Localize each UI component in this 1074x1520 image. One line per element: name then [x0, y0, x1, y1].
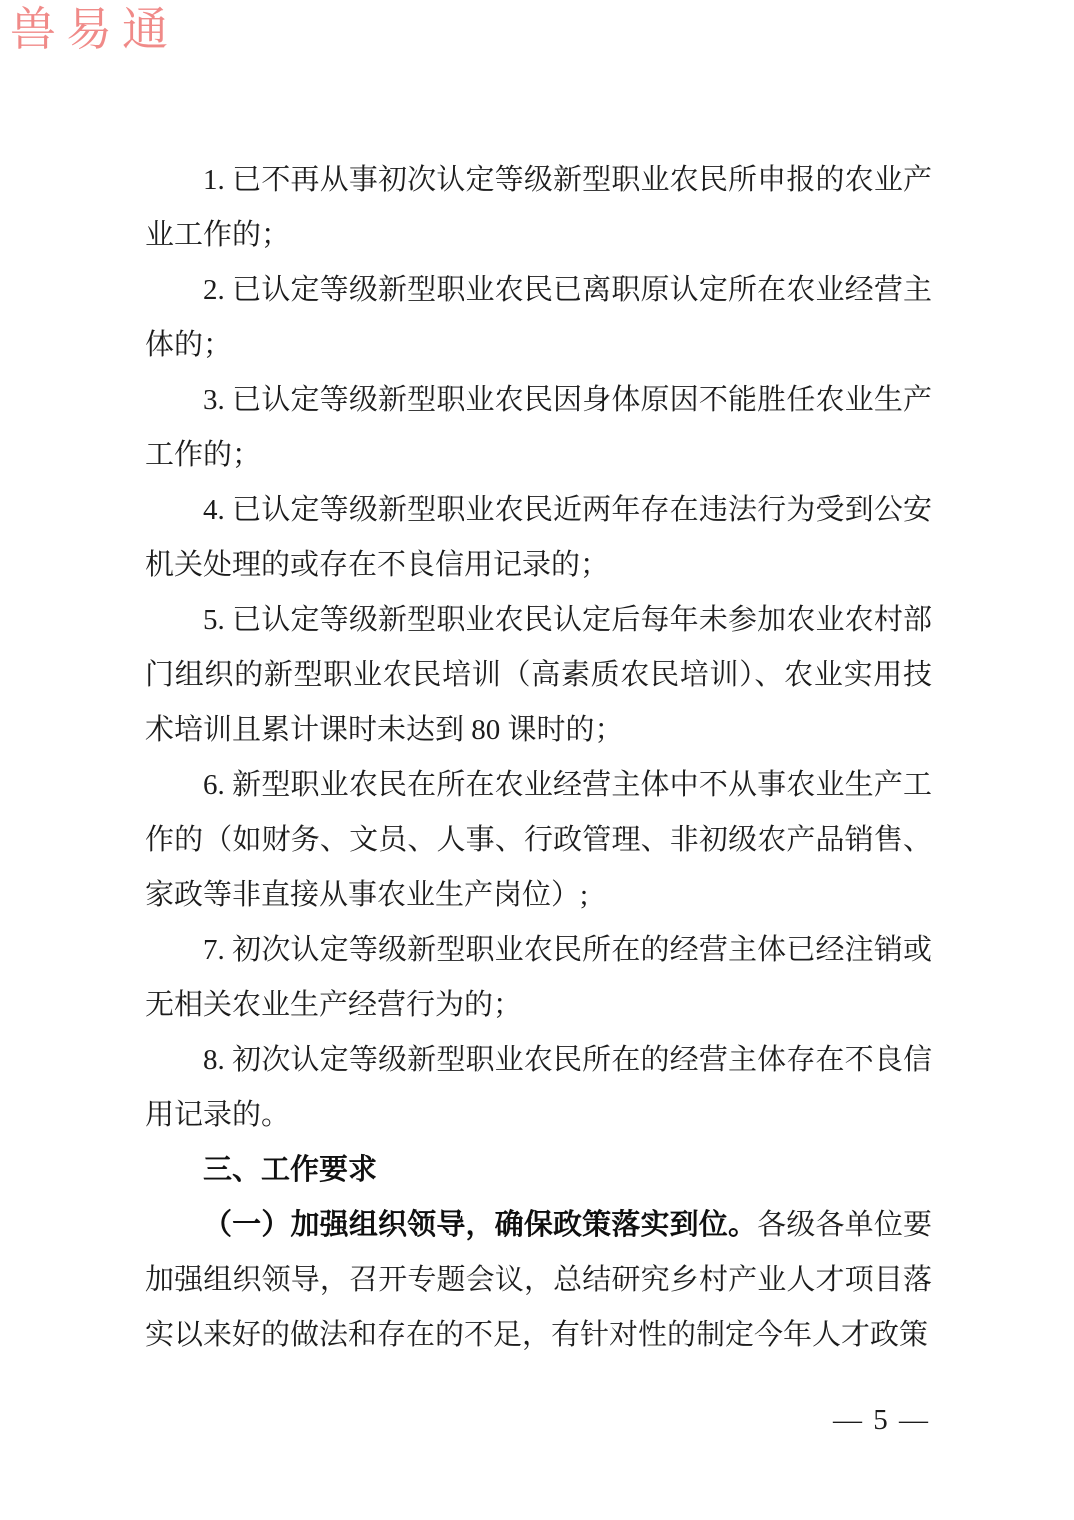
- section-heading: 三、工作要求: [203, 1154, 378, 1186]
- list-item-7: 7. 初次认定等级新型职业农民所在的经营主体已经注销或无相关农业生产经营行为的；: [145, 934, 932, 1021]
- paragraph-bold-lead: （一）加强组织领导，确保政策落实到位。: [203, 1209, 758, 1241]
- list-item-4: 4. 已认定等级新型职业农民近两年存在违法行为受到公安机关处理的或存在不良信用记录的；: [145, 494, 932, 581]
- closing-paragraph: [145, 1198, 932, 1363]
- list-item-2: 2. 已认定等级新型职业农民已离职原认定所在农业经营主体的；: [145, 274, 932, 361]
- watermark-text: 兽易通: [10, 4, 178, 55]
- list-item-3: 3. 已认定等级新型职业农民因身体原因不能胜任农业生产工作的；: [145, 384, 932, 471]
- paragraph-body-text: 各级各单位要加强组织领导，召开专题会议，总结研究乡村产业人才项目落实以来好的做法和存在的不足，有针对性的制定今年人才政策: [145, 1209, 932, 1351]
- list-item-6: 6. 新型职业农民在所在农业经营主体中不从事农业生产工作的（如财务、文员、人事、行政管理、非初级农产品销售、家政等非直接从事农业生产岗位）;: [145, 769, 932, 911]
- list-item-5: 5. 已认定等级新型职业农民认定后每年未参加农业农村部门组织的新型职业农民培训（高素质农民培训）、农业实用技术培训且累计课时未达到 80 课时的；: [145, 604, 932, 746]
- page-number: — 5 —: [833, 1404, 930, 1436]
- list-item-8: 8. 初次认定等级新型职业农民所在的经营主体存在不良信用记录的。: [145, 1044, 932, 1131]
- list-item-1: 1. 已不再从事初次认定等级新型职业农民所申报的农业产业工作的；: [145, 164, 932, 251]
- document-body: [145, 153, 932, 1363]
